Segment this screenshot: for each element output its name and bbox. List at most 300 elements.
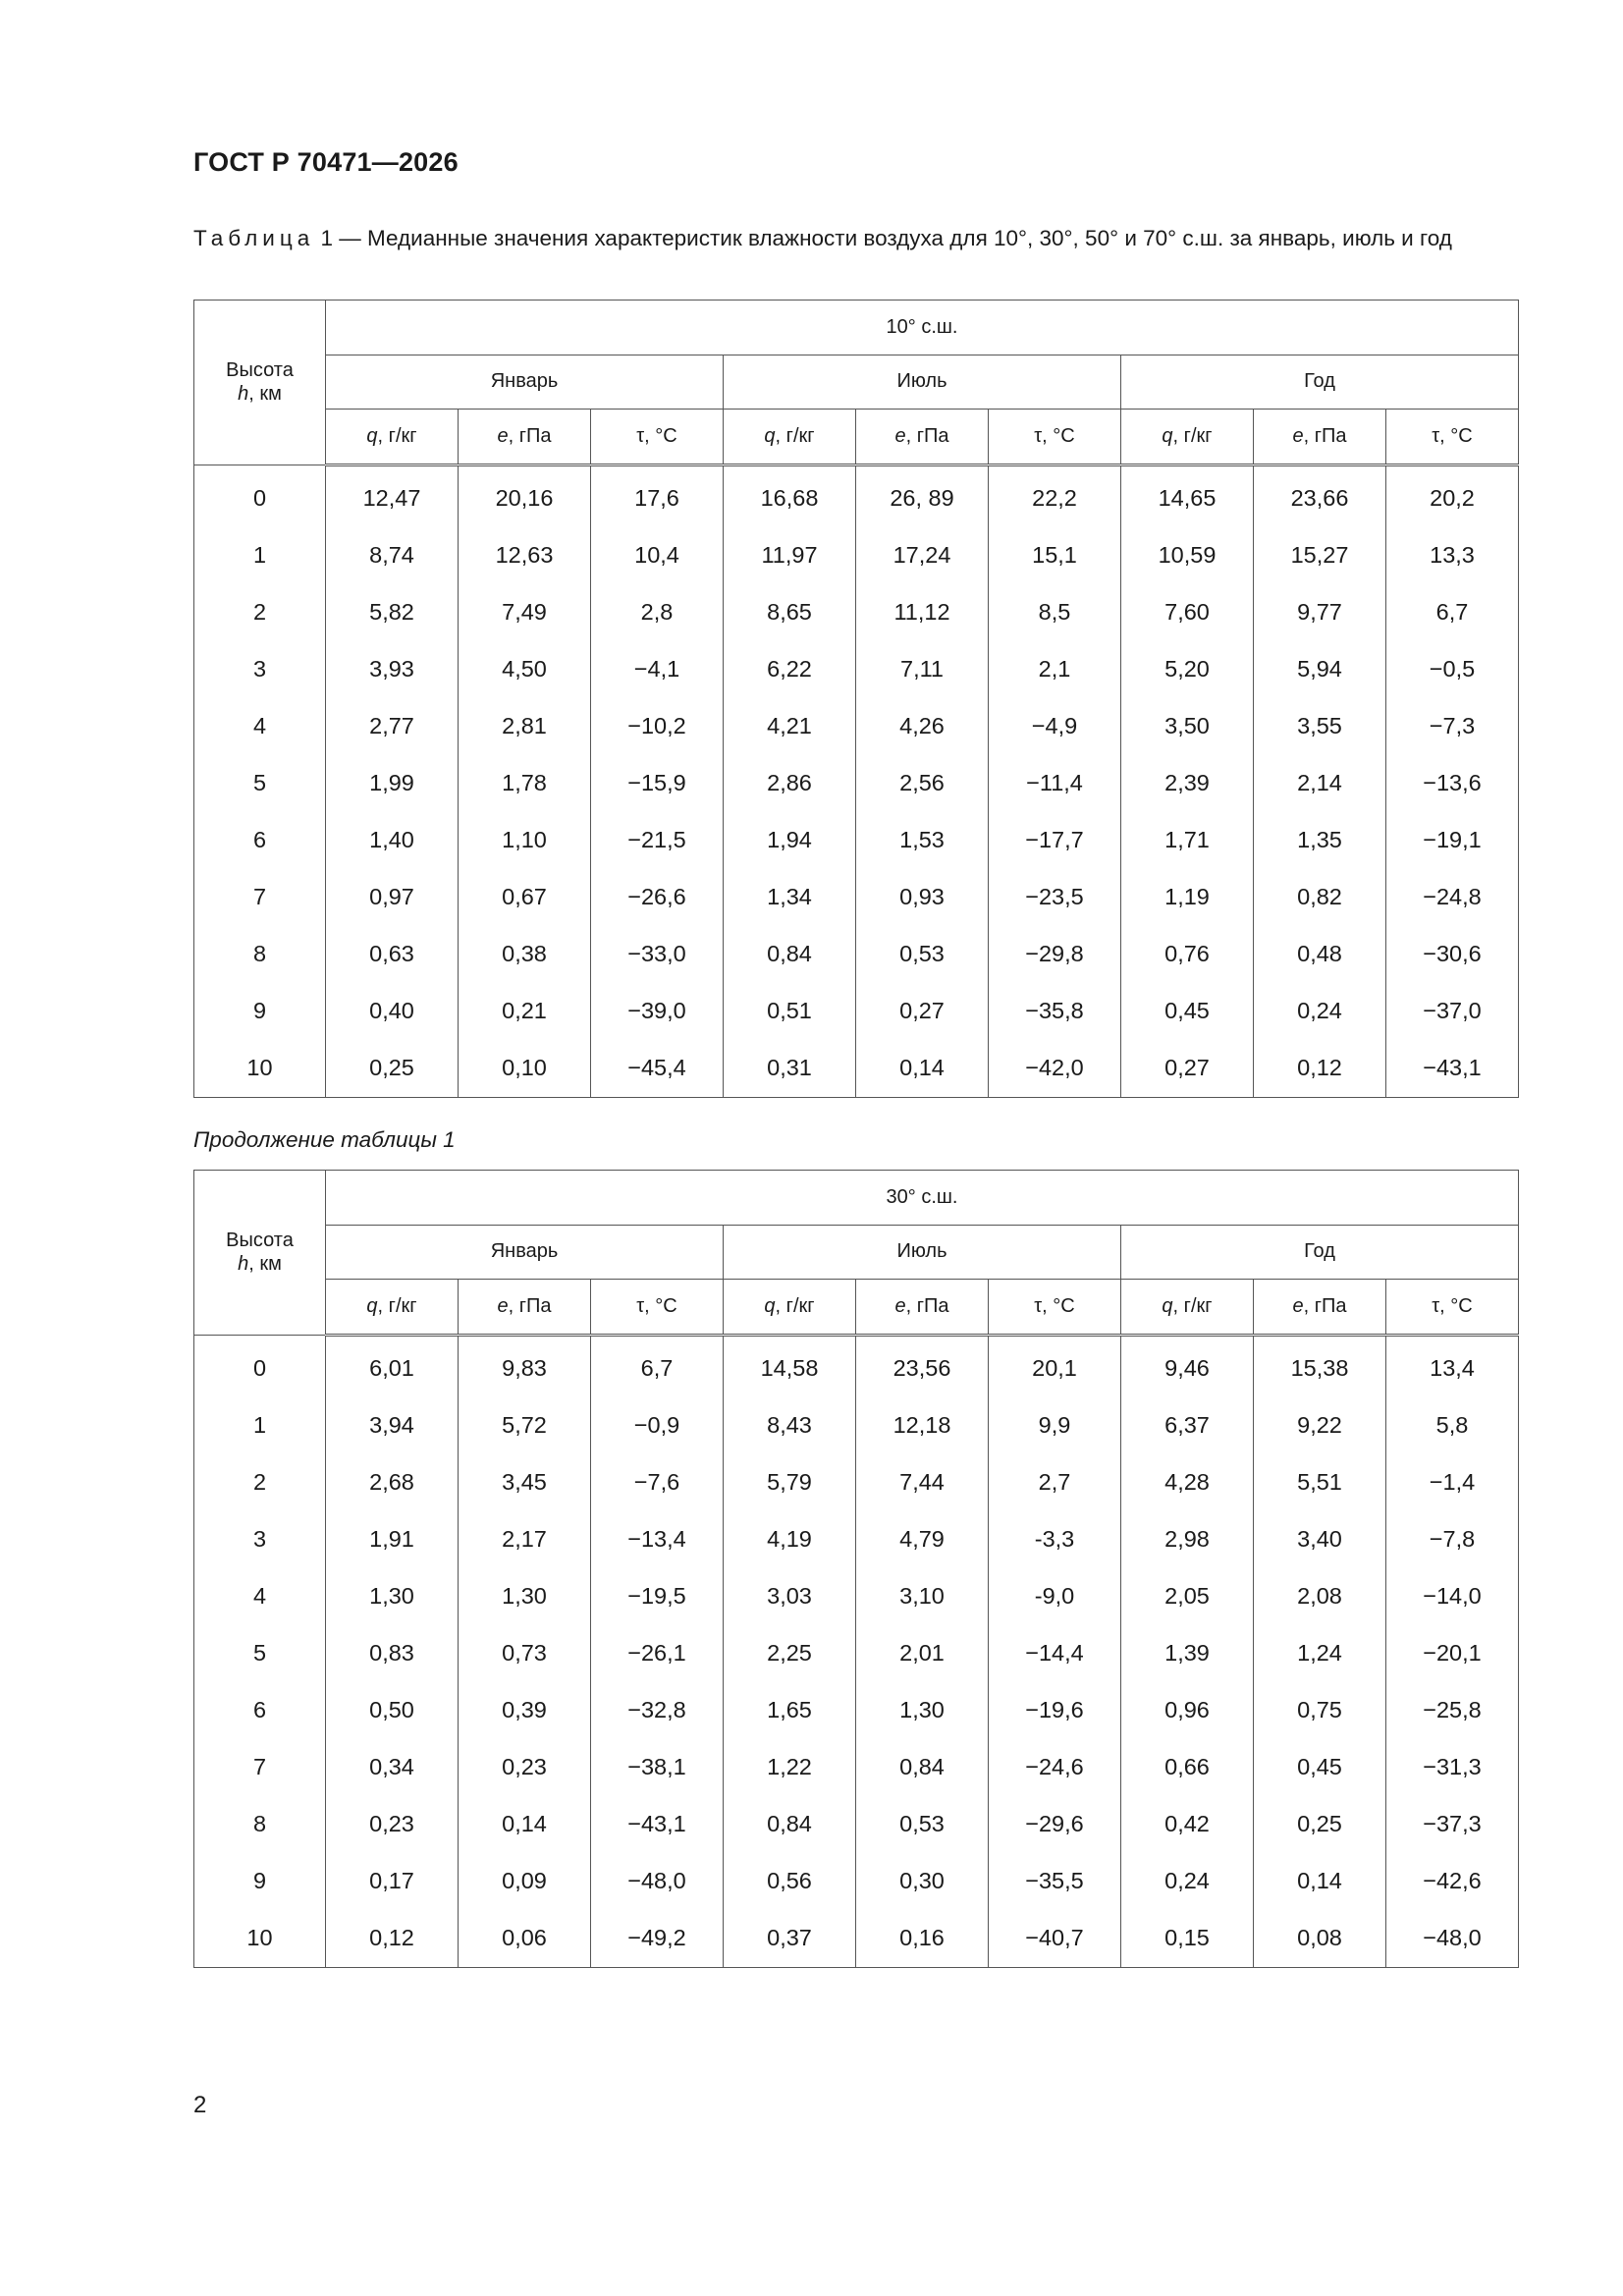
variable-symbol: q	[1162, 424, 1173, 447]
table-row	[194, 465, 1519, 527]
value-cell: 3,03	[724, 1568, 856, 1625]
variable-header	[1386, 410, 1519, 465]
value-cell: 0,21	[459, 983, 591, 1040]
value-cell: -9,0	[989, 1568, 1121, 1625]
variable-header	[1254, 410, 1386, 465]
value-cell: −35,8	[989, 983, 1121, 1040]
table-row	[194, 1397, 1519, 1454]
table-continuation-label: Продолжение таблицы 1	[193, 1127, 456, 1152]
value-cell: 0,06	[459, 1910, 591, 1968]
value-cell: −38,1	[591, 1739, 724, 1796]
value-cell: 0,63	[326, 926, 459, 983]
variable-header	[1121, 1280, 1254, 1336]
variable-header	[459, 410, 591, 465]
value-cell: 5,72	[459, 1397, 591, 1454]
value-cell: 7,11	[856, 641, 989, 698]
value-cell: 0,12	[1254, 1040, 1386, 1098]
value-cell: 4,26	[856, 698, 989, 755]
value-cell: 6,7	[1386, 584, 1519, 641]
variable-symbol: q	[764, 424, 776, 447]
table-caption-label: Таблица	[193, 226, 315, 250]
value-cell: 0,16	[856, 1910, 989, 1968]
value-cell: 0,53	[856, 1796, 989, 1853]
value-cell: 4,19	[724, 1511, 856, 1568]
value-cell: −1,4	[1386, 1454, 1519, 1511]
variable-header	[1386, 1280, 1519, 1336]
variable-unit: , гПа	[508, 424, 552, 447]
value-cell: 2,39	[1121, 755, 1254, 812]
value-cell: 1,10	[459, 812, 591, 869]
value-cell: 10,4	[591, 527, 724, 584]
table-row	[194, 584, 1519, 641]
value-cell: −48,0	[1386, 1910, 1519, 1968]
value-cell: −25,8	[1386, 1682, 1519, 1739]
height-cell: 0	[194, 1335, 326, 1397]
height-cell: 8	[194, 1796, 326, 1853]
value-cell: 15,38	[1254, 1335, 1386, 1397]
value-cell: 0,23	[326, 1796, 459, 1853]
value-cell: 5,20	[1121, 641, 1254, 698]
document-id: ГОСТ Р 70471—2026	[193, 147, 459, 177]
value-cell: 0,66	[1121, 1739, 1254, 1796]
variable-symbol: e	[497, 1294, 509, 1317]
value-cell: 6,7	[591, 1335, 724, 1397]
value-cell: 0,75	[1254, 1682, 1386, 1739]
height-cell: 0	[194, 465, 326, 527]
value-cell: 0,67	[459, 869, 591, 926]
value-cell: −33,0	[591, 926, 724, 983]
value-cell: −42,6	[1386, 1853, 1519, 1910]
variable-header	[1254, 1280, 1386, 1336]
value-cell: −43,1	[1386, 1040, 1519, 1098]
height-cell: 8	[194, 926, 326, 983]
value-cell: −0,9	[591, 1397, 724, 1454]
value-cell: −43,1	[591, 1796, 724, 1853]
value-cell: 9,9	[989, 1397, 1121, 1454]
value-cell: −49,2	[591, 1910, 724, 1968]
value-cell: 0,25	[326, 1040, 459, 1098]
value-cell: 8,43	[724, 1397, 856, 1454]
value-cell: −29,6	[989, 1796, 1121, 1853]
value-cell: 0,12	[326, 1910, 459, 1968]
value-cell: −13,4	[591, 1511, 724, 1568]
value-cell: −19,5	[591, 1568, 724, 1625]
value-cell: −14,4	[989, 1625, 1121, 1682]
variable-unit: , г/кг	[775, 424, 815, 447]
variable-symbol: e	[894, 424, 906, 447]
height-cell: 3	[194, 1511, 326, 1568]
value-cell: 0,73	[459, 1625, 591, 1682]
value-cell: 0,24	[1121, 1853, 1254, 1910]
variable-symbol: τ	[1432, 424, 1440, 447]
value-cell: 13,3	[1386, 527, 1519, 584]
value-cell: 23,56	[856, 1335, 989, 1397]
value-cell: 0,84	[724, 926, 856, 983]
variable-unit: , гПа	[905, 1294, 949, 1317]
value-cell: 3,93	[326, 641, 459, 698]
value-cell: 0,42	[1121, 1796, 1254, 1853]
value-cell: −7,8	[1386, 1511, 1519, 1568]
value-cell: 6,01	[326, 1335, 459, 1397]
value-cell: 0,84	[724, 1796, 856, 1853]
value-cell: 2,7	[989, 1454, 1121, 1511]
value-cell: 0,10	[459, 1040, 591, 1098]
value-cell: 1,30	[326, 1568, 459, 1625]
variable-unit: , °С	[644, 424, 677, 447]
value-cell: 1,30	[856, 1682, 989, 1739]
table-row	[194, 1454, 1519, 1511]
value-cell: 0,84	[856, 1739, 989, 1796]
value-cell: 0,51	[724, 983, 856, 1040]
value-cell: 9,83	[459, 1335, 591, 1397]
table-row	[194, 869, 1519, 926]
variable-header	[591, 410, 724, 465]
table-row	[194, 926, 1519, 983]
value-cell: 2,68	[326, 1454, 459, 1511]
month-header: Январь	[326, 355, 724, 410]
variable-header	[989, 410, 1121, 465]
value-cell: −4,9	[989, 698, 1121, 755]
value-cell: −7,3	[1386, 698, 1519, 755]
table-row	[194, 1040, 1519, 1098]
table-caption	[193, 224, 1519, 253]
value-cell: 3,40	[1254, 1511, 1386, 1568]
value-cell: −24,8	[1386, 869, 1519, 926]
variable-header	[856, 1280, 989, 1336]
variable-unit: , °С	[1439, 1294, 1473, 1317]
value-cell: 22,2	[989, 465, 1121, 527]
height-header-var: h	[238, 383, 249, 406]
value-cell: 2,86	[724, 755, 856, 812]
value-cell: −26,1	[591, 1625, 724, 1682]
value-cell: 1,34	[724, 869, 856, 926]
variable-unit: , г/кг	[1172, 1294, 1213, 1317]
variable-symbol: τ	[1034, 1294, 1043, 1317]
height-header-unit: , км	[248, 1253, 282, 1276]
value-cell: −15,9	[591, 755, 724, 812]
month-header: Январь	[326, 1225, 724, 1280]
value-cell: 2,81	[459, 698, 591, 755]
value-cell: 0,30	[856, 1853, 989, 1910]
value-cell: 9,22	[1254, 1397, 1386, 1454]
height-cell: 7	[194, 1739, 326, 1796]
value-cell: 1,19	[1121, 869, 1254, 926]
value-cell: −39,0	[591, 983, 724, 1040]
variable-header	[459, 1280, 591, 1336]
value-cell: 7,44	[856, 1454, 989, 1511]
value-cell: 0,50	[326, 1682, 459, 1739]
height-cell: 2	[194, 1454, 326, 1511]
height-cell: 1	[194, 527, 326, 584]
table-row	[194, 1739, 1519, 1796]
variable-symbol: τ	[1432, 1294, 1440, 1317]
value-cell: 1,91	[326, 1511, 459, 1568]
table-row	[194, 641, 1519, 698]
value-cell: 9,77	[1254, 584, 1386, 641]
value-cell: 2,56	[856, 755, 989, 812]
latitude-header: 10° с.ш.	[326, 301, 1519, 355]
value-cell: 8,65	[724, 584, 856, 641]
height-cell: 4	[194, 698, 326, 755]
value-cell: 5,94	[1254, 641, 1386, 698]
latitude-header: 30° с.ш.	[326, 1171, 1519, 1226]
value-cell: 0,15	[1121, 1910, 1254, 1968]
value-cell: 14,65	[1121, 465, 1254, 527]
value-cell: 0,14	[1254, 1853, 1386, 1910]
value-cell: 2,77	[326, 698, 459, 755]
height-cell: 9	[194, 1853, 326, 1910]
value-cell: 1,94	[724, 812, 856, 869]
value-cell: 10,59	[1121, 527, 1254, 584]
variable-unit: , °С	[1042, 1294, 1075, 1317]
month-header: Год	[1121, 1225, 1519, 1280]
table-row	[194, 527, 1519, 584]
variable-symbol: e	[1292, 424, 1304, 447]
value-cell: 5,79	[724, 1454, 856, 1511]
variable-header	[724, 410, 856, 465]
variable-symbol: q	[1162, 1294, 1173, 1317]
value-cell: 0,14	[856, 1040, 989, 1098]
value-cell: 0,53	[856, 926, 989, 983]
value-cell: 1,30	[459, 1568, 591, 1625]
value-cell: 2,01	[856, 1625, 989, 1682]
height-cell: 1	[194, 1397, 326, 1454]
value-cell: 11,97	[724, 527, 856, 584]
table-row	[194, 698, 1519, 755]
height-cell: 3	[194, 641, 326, 698]
value-cell: −37,0	[1386, 983, 1519, 1040]
value-cell: 0,23	[459, 1739, 591, 1796]
value-cell: 3,45	[459, 1454, 591, 1511]
variable-symbol: q	[764, 1294, 776, 1317]
variable-symbol: e	[894, 1294, 906, 1317]
value-cell: 2,08	[1254, 1568, 1386, 1625]
variable-symbol: q	[366, 424, 378, 447]
value-cell: 2,05	[1121, 1568, 1254, 1625]
variable-unit: , гПа	[905, 424, 949, 447]
variable-unit: , °С	[644, 1294, 677, 1317]
value-cell: 0,38	[459, 926, 591, 983]
value-cell: 8,5	[989, 584, 1121, 641]
table-row	[194, 1682, 1519, 1739]
value-cell: 0,34	[326, 1739, 459, 1796]
value-cell: 14,58	[724, 1335, 856, 1397]
table-row	[194, 755, 1519, 812]
value-cell: −48,0	[591, 1853, 724, 1910]
variable-unit: , гПа	[1303, 424, 1347, 447]
value-cell: 17,24	[856, 527, 989, 584]
value-cell: 20,16	[459, 465, 591, 527]
value-cell: 0,31	[724, 1040, 856, 1098]
variable-symbol: τ	[636, 1294, 645, 1317]
value-cell: 1,71	[1121, 812, 1254, 869]
value-cell: 0,93	[856, 869, 989, 926]
value-cell: 26, 89	[856, 465, 989, 527]
value-cell: −7,6	[591, 1454, 724, 1511]
value-cell: 1,99	[326, 755, 459, 812]
table-row	[194, 1335, 1519, 1397]
height-column-header	[194, 1171, 326, 1336]
page-number: 2	[193, 2092, 207, 2118]
value-cell: 4,50	[459, 641, 591, 698]
value-cell: 0,25	[1254, 1796, 1386, 1853]
height-header-label: Высота	[226, 1230, 294, 1252]
value-cell: 6,37	[1121, 1397, 1254, 1454]
height-cell: 6	[194, 1682, 326, 1739]
value-cell: 23,66	[1254, 465, 1386, 527]
variable-unit: , г/кг	[775, 1294, 815, 1317]
variable-symbol: q	[366, 1294, 378, 1317]
height-cell: 7	[194, 869, 326, 926]
value-cell: 15,1	[989, 527, 1121, 584]
height-cell: 5	[194, 1625, 326, 1682]
value-cell: 0,39	[459, 1682, 591, 1739]
value-cell: 3,94	[326, 1397, 459, 1454]
value-cell: 7,60	[1121, 584, 1254, 641]
value-cell: 0,37	[724, 1910, 856, 1968]
value-cell: 15,27	[1254, 527, 1386, 584]
value-cell: 16,68	[724, 465, 856, 527]
value-cell: 0,82	[1254, 869, 1386, 926]
value-cell: 1,40	[326, 812, 459, 869]
value-cell: 1,65	[724, 1682, 856, 1739]
value-cell: −26,6	[591, 869, 724, 926]
height-cell: 10	[194, 1040, 326, 1098]
value-cell: 12,63	[459, 527, 591, 584]
value-cell: 2,14	[1254, 755, 1386, 812]
variable-symbol: e	[1292, 1294, 1304, 1317]
variable-unit: , °С	[1439, 424, 1473, 447]
value-cell: 3,55	[1254, 698, 1386, 755]
variable-unit: , гПа	[508, 1294, 552, 1317]
value-cell: −17,7	[989, 812, 1121, 869]
variable-header	[326, 410, 459, 465]
variable-header	[724, 1280, 856, 1336]
value-cell: −32,8	[591, 1682, 724, 1739]
variable-symbol: τ	[1034, 424, 1043, 447]
value-cell: 0,76	[1121, 926, 1254, 983]
value-cell: 17,6	[591, 465, 724, 527]
value-cell: 0,27	[1121, 1040, 1254, 1098]
value-cell: 0,83	[326, 1625, 459, 1682]
value-cell: 12,47	[326, 465, 459, 527]
value-cell: −13,6	[1386, 755, 1519, 812]
value-cell: −20,1	[1386, 1625, 1519, 1682]
value-cell: 0,24	[1254, 983, 1386, 1040]
table-row	[194, 1796, 1519, 1853]
value-cell: 0,09	[459, 1853, 591, 1910]
humidity-table-10n	[193, 300, 1519, 1098]
value-cell: 4,21	[724, 698, 856, 755]
value-cell: −19,6	[989, 1682, 1121, 1739]
value-cell: 0,45	[1254, 1739, 1386, 1796]
value-cell: 1,53	[856, 812, 989, 869]
table-row	[194, 1568, 1519, 1625]
value-cell: 11,12	[856, 584, 989, 641]
height-column-header	[194, 301, 326, 465]
value-cell: −10,2	[591, 698, 724, 755]
table-row	[194, 1910, 1519, 1968]
value-cell: −4,1	[591, 641, 724, 698]
humidity-table-30n	[193, 1170, 1519, 1968]
height-header-label: Высота	[226, 359, 294, 382]
value-cell: 0,56	[724, 1853, 856, 1910]
height-header-var: h	[238, 1253, 249, 1276]
table-row	[194, 983, 1519, 1040]
table-row	[194, 1625, 1519, 1682]
month-header: Июль	[724, 1225, 1121, 1280]
value-cell: 0,97	[326, 869, 459, 926]
value-cell: 0,08	[1254, 1910, 1386, 1968]
height-cell: 10	[194, 1910, 326, 1968]
variable-unit: , °С	[1042, 424, 1075, 447]
value-cell: 8,74	[326, 527, 459, 584]
value-cell: −19,1	[1386, 812, 1519, 869]
value-cell: 2,8	[591, 584, 724, 641]
variable-header	[591, 1280, 724, 1336]
variable-unit: , г/кг	[1172, 424, 1213, 447]
variable-header	[856, 410, 989, 465]
value-cell: 0,45	[1121, 983, 1254, 1040]
value-cell: −35,5	[989, 1853, 1121, 1910]
month-header: Год	[1121, 355, 1519, 410]
height-cell: 9	[194, 983, 326, 1040]
value-cell: 6,22	[724, 641, 856, 698]
value-cell: 13,4	[1386, 1335, 1519, 1397]
value-cell: −30,6	[1386, 926, 1519, 983]
value-cell: 3,10	[856, 1568, 989, 1625]
value-cell: 2,25	[724, 1625, 856, 1682]
value-cell: −40,7	[989, 1910, 1121, 1968]
table-row	[194, 1853, 1519, 1910]
value-cell: 0,17	[326, 1853, 459, 1910]
variable-symbol: τ	[636, 424, 645, 447]
table-row	[194, 812, 1519, 869]
value-cell: 0,27	[856, 983, 989, 1040]
value-cell: −11,4	[989, 755, 1121, 812]
value-cell: 20,1	[989, 1335, 1121, 1397]
value-cell: 4,28	[1121, 1454, 1254, 1511]
value-cell: 1,24	[1254, 1625, 1386, 1682]
variable-header	[326, 1280, 459, 1336]
variable-unit: , г/кг	[377, 424, 417, 447]
variable-symbol: e	[497, 424, 509, 447]
height-cell: 5	[194, 755, 326, 812]
height-cell: 2	[194, 584, 326, 641]
value-cell: −0,5	[1386, 641, 1519, 698]
table-row	[194, 1511, 1519, 1568]
value-cell: −24,6	[989, 1739, 1121, 1796]
variable-header	[1121, 410, 1254, 465]
value-cell: 0,14	[459, 1796, 591, 1853]
value-cell: 3,50	[1121, 698, 1254, 755]
value-cell: 0,48	[1254, 926, 1386, 983]
variable-unit: , г/кг	[377, 1294, 417, 1317]
value-cell: 1,78	[459, 755, 591, 812]
value-cell: 7,49	[459, 584, 591, 641]
value-cell: 9,46	[1121, 1335, 1254, 1397]
value-cell: 12,18	[856, 1397, 989, 1454]
value-cell: −14,0	[1386, 1568, 1519, 1625]
value-cell: 1,39	[1121, 1625, 1254, 1682]
value-cell: −21,5	[591, 812, 724, 869]
month-header: Июль	[724, 355, 1121, 410]
value-cell: 0,96	[1121, 1682, 1254, 1739]
value-cell: −42,0	[989, 1040, 1121, 1098]
value-cell: 5,82	[326, 584, 459, 641]
value-cell: 5,8	[1386, 1397, 1519, 1454]
variable-unit: , гПа	[1303, 1294, 1347, 1317]
